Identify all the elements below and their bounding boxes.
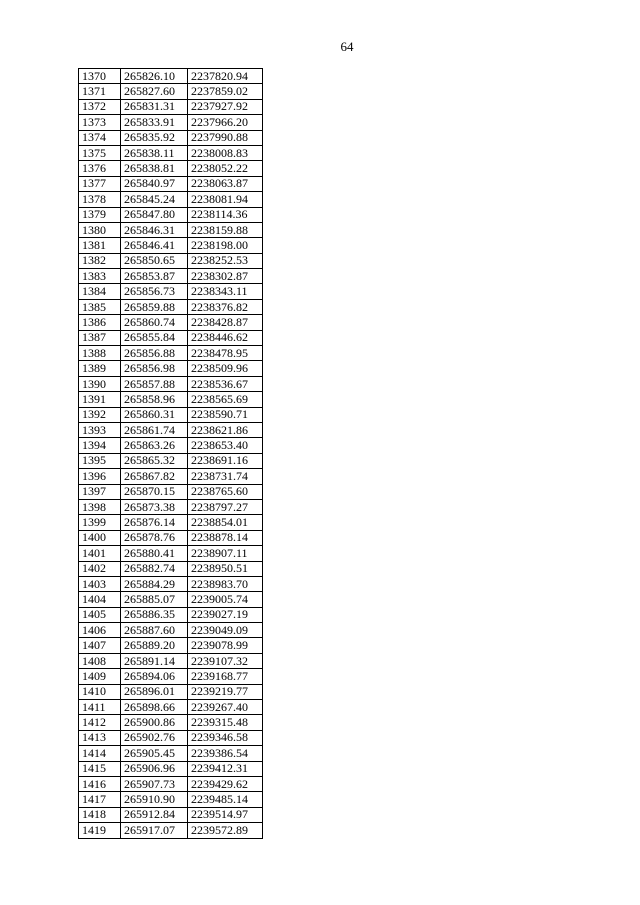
point-number-cell: 1378 bbox=[79, 192, 121, 207]
point-number-cell: 1417 bbox=[79, 792, 121, 807]
y-coordinate-cell: 2237966.20 bbox=[188, 115, 263, 130]
y-coordinate-cell: 2238114.36 bbox=[188, 207, 263, 222]
x-coordinate-cell: 265894.06 bbox=[121, 669, 188, 684]
table-row bbox=[79, 315, 263, 330]
y-coordinate-cell: 2239219.77 bbox=[188, 684, 263, 699]
y-coordinate-cell: 2238428.87 bbox=[188, 315, 263, 330]
point-number-cell: 1391 bbox=[79, 392, 121, 407]
point-number-cell: 1373 bbox=[79, 115, 121, 130]
x-coordinate-cell: 265910.90 bbox=[121, 792, 188, 807]
table-row bbox=[79, 669, 263, 684]
table-row bbox=[79, 592, 263, 607]
x-coordinate-cell: 265859.88 bbox=[121, 299, 188, 314]
table-row bbox=[79, 499, 263, 514]
coordinates-table-body bbox=[79, 69, 263, 839]
y-coordinate-cell: 2237820.94 bbox=[188, 69, 263, 84]
table-row bbox=[79, 299, 263, 314]
x-coordinate-cell: 265838.11 bbox=[121, 145, 188, 160]
y-coordinate-cell: 2238081.94 bbox=[188, 192, 263, 207]
y-coordinate-cell: 2238063.87 bbox=[188, 176, 263, 191]
y-coordinate-cell: 2239078.99 bbox=[188, 638, 263, 653]
x-coordinate-cell: 265870.15 bbox=[121, 484, 188, 499]
point-number-cell: 1384 bbox=[79, 284, 121, 299]
y-coordinate-cell: 2238983.70 bbox=[188, 576, 263, 591]
table-row bbox=[79, 207, 263, 222]
y-coordinate-cell: 2238731.74 bbox=[188, 469, 263, 484]
y-coordinate-cell: 2239514.97 bbox=[188, 807, 263, 822]
y-coordinate-cell: 2239267.40 bbox=[188, 700, 263, 715]
point-number-cell: 1413 bbox=[79, 730, 121, 745]
table-row bbox=[79, 161, 263, 176]
y-coordinate-cell: 2238765.60 bbox=[188, 484, 263, 499]
point-number-cell: 1371 bbox=[79, 84, 121, 99]
y-coordinate-cell: 2238302.87 bbox=[188, 269, 263, 284]
x-coordinate-cell: 265880.41 bbox=[121, 546, 188, 561]
y-coordinate-cell: 2238907.11 bbox=[188, 546, 263, 561]
y-coordinate-cell: 2238950.51 bbox=[188, 561, 263, 576]
x-coordinate-cell: 265917.07 bbox=[121, 823, 188, 838]
table-row bbox=[79, 438, 263, 453]
table-row bbox=[79, 330, 263, 345]
table-row bbox=[79, 638, 263, 653]
table-row bbox=[79, 807, 263, 822]
point-number-cell: 1406 bbox=[79, 623, 121, 638]
table-row bbox=[79, 84, 263, 99]
x-coordinate-cell: 265889.20 bbox=[121, 638, 188, 653]
table-row bbox=[79, 145, 263, 160]
y-coordinate-cell: 2238052.22 bbox=[188, 161, 263, 176]
y-coordinate-cell: 2239346.58 bbox=[188, 730, 263, 745]
x-coordinate-cell: 265856.88 bbox=[121, 346, 188, 361]
x-coordinate-cell: 265860.74 bbox=[121, 315, 188, 330]
x-coordinate-cell: 265900.86 bbox=[121, 715, 188, 730]
page-number: 64 bbox=[340, 39, 354, 54]
table-row bbox=[79, 576, 263, 591]
x-coordinate-cell: 265850.65 bbox=[121, 253, 188, 268]
point-number-cell: 1375 bbox=[79, 145, 121, 160]
y-coordinate-cell: 2237859.02 bbox=[188, 84, 263, 99]
y-coordinate-cell: 2238252.53 bbox=[188, 253, 263, 268]
table-row bbox=[79, 469, 263, 484]
x-coordinate-cell: 265853.87 bbox=[121, 269, 188, 284]
point-number-cell: 1404 bbox=[79, 592, 121, 607]
y-coordinate-cell: 2239572.89 bbox=[188, 823, 263, 838]
point-number-cell: 1385 bbox=[79, 299, 121, 314]
y-coordinate-cell: 2239412.31 bbox=[188, 761, 263, 776]
point-number-cell: 1393 bbox=[79, 422, 121, 437]
table-row bbox=[79, 269, 263, 284]
table-row bbox=[79, 422, 263, 437]
y-coordinate-cell: 2239429.62 bbox=[188, 776, 263, 791]
table-row bbox=[79, 346, 263, 361]
x-coordinate-cell: 265882.74 bbox=[121, 561, 188, 576]
table-row bbox=[79, 130, 263, 145]
table-row bbox=[79, 746, 263, 761]
point-number-cell: 1372 bbox=[79, 99, 121, 114]
y-coordinate-cell: 2239005.74 bbox=[188, 592, 263, 607]
table-row bbox=[79, 761, 263, 776]
point-number-cell: 1410 bbox=[79, 684, 121, 699]
point-number-cell: 1383 bbox=[79, 269, 121, 284]
table-row bbox=[79, 407, 263, 422]
table-row bbox=[79, 392, 263, 407]
y-coordinate-cell: 2238878.14 bbox=[188, 530, 263, 545]
table-row bbox=[79, 546, 263, 561]
point-number-cell: 1396 bbox=[79, 469, 121, 484]
x-coordinate-cell: 265846.31 bbox=[121, 222, 188, 237]
table-row bbox=[79, 623, 263, 638]
x-coordinate-cell: 265846.41 bbox=[121, 238, 188, 253]
y-coordinate-cell: 2238478.95 bbox=[188, 346, 263, 361]
coordinates-table bbox=[78, 68, 263, 839]
y-coordinate-cell: 2238008.83 bbox=[188, 145, 263, 160]
y-coordinate-cell: 2238376.82 bbox=[188, 299, 263, 314]
point-number-cell: 1387 bbox=[79, 330, 121, 345]
table-row bbox=[79, 238, 263, 253]
point-number-cell: 1402 bbox=[79, 561, 121, 576]
y-coordinate-cell: 2238446.62 bbox=[188, 330, 263, 345]
point-number-cell: 1376 bbox=[79, 161, 121, 176]
y-coordinate-cell: 2237927.92 bbox=[188, 99, 263, 114]
point-number-cell: 1403 bbox=[79, 576, 121, 591]
table-row bbox=[79, 176, 263, 191]
x-coordinate-cell: 265845.24 bbox=[121, 192, 188, 207]
point-number-cell: 1374 bbox=[79, 130, 121, 145]
x-coordinate-cell: 265905.45 bbox=[121, 746, 188, 761]
x-coordinate-cell: 265867.82 bbox=[121, 469, 188, 484]
table-row bbox=[79, 284, 263, 299]
table-row bbox=[79, 376, 263, 391]
y-coordinate-cell: 2238565.69 bbox=[188, 392, 263, 407]
table-row bbox=[79, 776, 263, 791]
point-number-cell: 1419 bbox=[79, 823, 121, 838]
point-number-cell: 1399 bbox=[79, 515, 121, 530]
x-coordinate-cell: 265856.73 bbox=[121, 284, 188, 299]
y-coordinate-cell: 2239027.19 bbox=[188, 607, 263, 622]
y-coordinate-cell: 2238198.00 bbox=[188, 238, 263, 253]
x-coordinate-cell: 265827.60 bbox=[121, 84, 188, 99]
point-number-cell: 1409 bbox=[79, 669, 121, 684]
x-coordinate-cell: 265847.80 bbox=[121, 207, 188, 222]
x-coordinate-cell: 265857.88 bbox=[121, 376, 188, 391]
table-row bbox=[79, 715, 263, 730]
table-row bbox=[79, 115, 263, 130]
table-row bbox=[79, 69, 263, 84]
x-coordinate-cell: 265865.32 bbox=[121, 453, 188, 468]
table-row bbox=[79, 607, 263, 622]
y-coordinate-cell: 2238159.88 bbox=[188, 222, 263, 237]
y-coordinate-cell: 2238653.40 bbox=[188, 438, 263, 453]
point-number-cell: 1394 bbox=[79, 438, 121, 453]
x-coordinate-cell: 265898.66 bbox=[121, 700, 188, 715]
point-number-cell: 1382 bbox=[79, 253, 121, 268]
x-coordinate-cell: 265876.14 bbox=[121, 515, 188, 530]
point-number-cell: 1380 bbox=[79, 222, 121, 237]
point-number-cell: 1395 bbox=[79, 453, 121, 468]
table-row bbox=[79, 653, 263, 668]
x-coordinate-cell: 265891.14 bbox=[121, 653, 188, 668]
point-number-cell: 1411 bbox=[79, 700, 121, 715]
x-coordinate-cell: 265858.96 bbox=[121, 392, 188, 407]
point-number-cell: 1415 bbox=[79, 761, 121, 776]
x-coordinate-cell: 265855.84 bbox=[121, 330, 188, 345]
x-coordinate-cell: 265885.07 bbox=[121, 592, 188, 607]
y-coordinate-cell: 2239485.14 bbox=[188, 792, 263, 807]
point-number-cell: 1379 bbox=[79, 207, 121, 222]
y-coordinate-cell: 2238590.71 bbox=[188, 407, 263, 422]
x-coordinate-cell: 265833.91 bbox=[121, 115, 188, 130]
x-coordinate-cell: 265840.97 bbox=[121, 176, 188, 191]
x-coordinate-cell: 265826.10 bbox=[121, 69, 188, 84]
point-number-cell: 1416 bbox=[79, 776, 121, 791]
y-coordinate-cell: 2239386.54 bbox=[188, 746, 263, 761]
table-row bbox=[79, 515, 263, 530]
y-coordinate-cell: 2238854.01 bbox=[188, 515, 263, 530]
point-number-cell: 1381 bbox=[79, 238, 121, 253]
y-coordinate-cell: 2239049.09 bbox=[188, 623, 263, 638]
point-number-cell: 1401 bbox=[79, 546, 121, 561]
point-number-cell: 1386 bbox=[79, 315, 121, 330]
table-row bbox=[79, 253, 263, 268]
table-row bbox=[79, 792, 263, 807]
x-coordinate-cell: 265902.76 bbox=[121, 730, 188, 745]
y-coordinate-cell: 2238797.27 bbox=[188, 499, 263, 514]
y-coordinate-cell: 2239168.77 bbox=[188, 669, 263, 684]
point-number-cell: 1388 bbox=[79, 346, 121, 361]
table-row bbox=[79, 484, 263, 499]
point-number-cell: 1412 bbox=[79, 715, 121, 730]
table-row bbox=[79, 361, 263, 376]
table-row bbox=[79, 700, 263, 715]
y-coordinate-cell: 2237990.88 bbox=[188, 130, 263, 145]
point-number-cell: 1397 bbox=[79, 484, 121, 499]
point-number-cell: 1389 bbox=[79, 361, 121, 376]
table-row bbox=[79, 561, 263, 576]
x-coordinate-cell: 265887.60 bbox=[121, 623, 188, 638]
table-row bbox=[79, 684, 263, 699]
point-number-cell: 1377 bbox=[79, 176, 121, 191]
y-coordinate-cell: 2238343.11 bbox=[188, 284, 263, 299]
table-row bbox=[79, 730, 263, 745]
y-coordinate-cell: 2238621.86 bbox=[188, 422, 263, 437]
x-coordinate-cell: 265884.29 bbox=[121, 576, 188, 591]
point-number-cell: 1400 bbox=[79, 530, 121, 545]
y-coordinate-cell: 2239107.32 bbox=[188, 653, 263, 668]
point-number-cell: 1390 bbox=[79, 376, 121, 391]
y-coordinate-cell: 2238691.16 bbox=[188, 453, 263, 468]
point-number-cell: 1398 bbox=[79, 499, 121, 514]
x-coordinate-cell: 265863.26 bbox=[121, 438, 188, 453]
y-coordinate-cell: 2238536.67 bbox=[188, 376, 263, 391]
point-number-cell: 1405 bbox=[79, 607, 121, 622]
table-row bbox=[79, 192, 263, 207]
x-coordinate-cell: 265835.92 bbox=[121, 130, 188, 145]
y-coordinate-cell: 2238509.96 bbox=[188, 361, 263, 376]
point-number-cell: 1370 bbox=[79, 69, 121, 84]
point-number-cell: 1418 bbox=[79, 807, 121, 822]
table-row bbox=[79, 222, 263, 237]
x-coordinate-cell: 265873.38 bbox=[121, 499, 188, 514]
x-coordinate-cell: 265878.76 bbox=[121, 530, 188, 545]
point-number-cell: 1392 bbox=[79, 407, 121, 422]
x-coordinate-cell: 265831.31 bbox=[121, 99, 188, 114]
x-coordinate-cell: 265896.01 bbox=[121, 684, 188, 699]
y-coordinate-cell: 2239315.48 bbox=[188, 715, 263, 730]
table-row bbox=[79, 530, 263, 545]
x-coordinate-cell: 265906.96 bbox=[121, 761, 188, 776]
point-number-cell: 1408 bbox=[79, 653, 121, 668]
table-row bbox=[79, 99, 263, 114]
table-row bbox=[79, 453, 263, 468]
x-coordinate-cell: 265912.84 bbox=[121, 807, 188, 822]
x-coordinate-cell: 265907.73 bbox=[121, 776, 188, 791]
x-coordinate-cell: 265856.98 bbox=[121, 361, 188, 376]
x-coordinate-cell: 265861.74 bbox=[121, 422, 188, 437]
x-coordinate-cell: 265838.81 bbox=[121, 161, 188, 176]
x-coordinate-cell: 265860.31 bbox=[121, 407, 188, 422]
point-number-cell: 1407 bbox=[79, 638, 121, 653]
table-row bbox=[79, 823, 263, 838]
x-coordinate-cell: 265886.35 bbox=[121, 607, 188, 622]
point-number-cell: 1414 bbox=[79, 746, 121, 761]
